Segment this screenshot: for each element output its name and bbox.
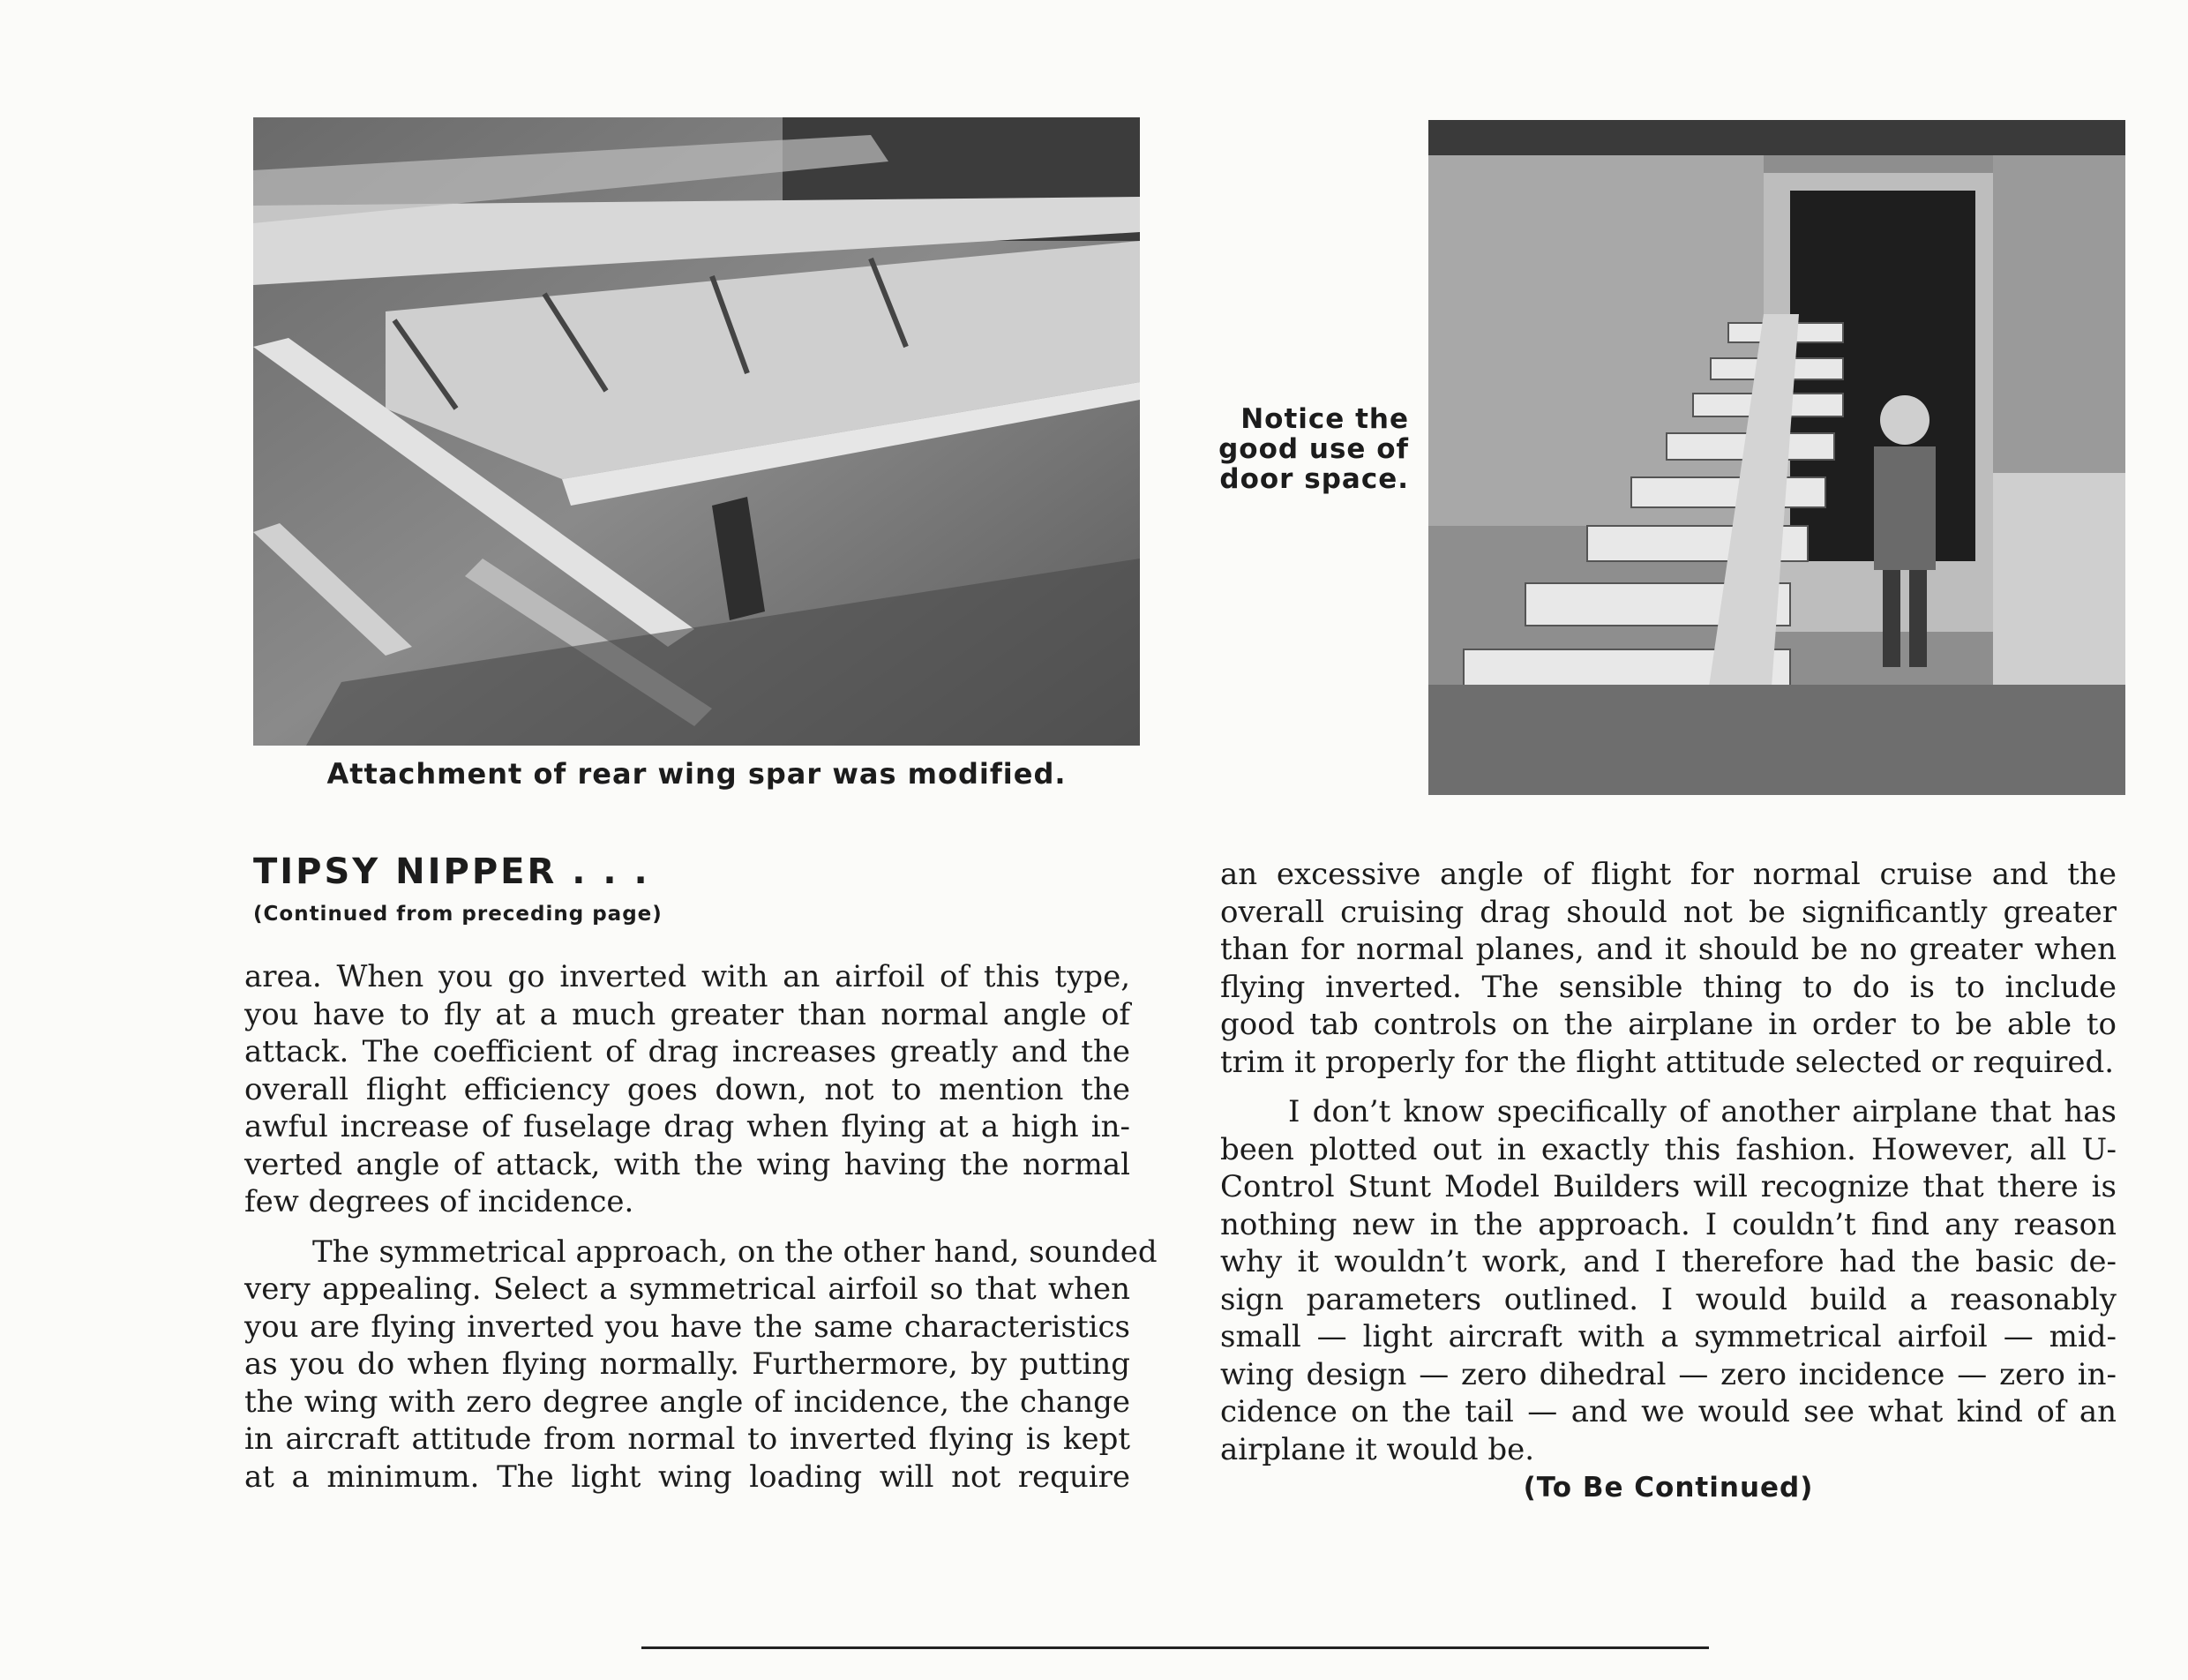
text-line: nothing new in the approach. I couldn’t find any reason [1220, 1206, 2117, 1242]
text-line: sign parameters outlined. I would build a reasonably [1220, 1281, 2117, 1317]
text-line: an excessive angle of flight for normal cruise and the [1220, 857, 2117, 892]
text-line: the wing with zero degree angle of incidence, the change [244, 1384, 1130, 1420]
text-line: I don’t know specifically of another airplane that has [1288, 1094, 2117, 1129]
article-headline: TIPSY NIPPER . . . [253, 851, 650, 892]
text-line: The symmetrical approach, on the other hand, sounded [312, 1234, 1158, 1270]
text-line: few degrees of incidence. [244, 1184, 634, 1219]
text-line: cidence on the tail — and we would see what kind of an [1220, 1394, 2117, 1429]
left-photo-caption: Attachment of rear wing spar was modified. [326, 757, 1067, 791]
right-photo-caption [1182, 404, 1409, 494]
text-line: attack. The coefficient of drag increases greatly and the [244, 1034, 1130, 1069]
right-text-column [1220, 856, 2117, 1468]
text-line: good tab controls on the airplane in order to be able to [1220, 1007, 2117, 1042]
left-text-column [244, 958, 1158, 1496]
right-caption-line: good use of [1218, 433, 1409, 465]
text-line: as you do when flying normally. Furthermore, by putting [244, 1346, 1130, 1382]
text-line: in aircraft attitude from normal to inverted flying is kept [244, 1421, 1130, 1457]
text-line: than for normal planes, and it should be no greater when [1220, 932, 2117, 967]
wing-spar-photo [253, 117, 1140, 746]
text-line: small — light aircraft with a symmetrical airfoil — mid- [1220, 1319, 2117, 1354]
text-line: flying inverted. The sensible thing to do is to include [1220, 969, 2117, 1005]
text-line: Control Stunt Model Builders will recognize that there is [1220, 1169, 2117, 1204]
text-line: overall flight efficiency goes down, not to mention the [244, 1071, 1130, 1107]
text-line: you are flying inverted you have the same characteristics [244, 1309, 1130, 1345]
text-line: overall cruising drag should not be significantly greater [1220, 894, 2117, 930]
bottom-divider [641, 1646, 1709, 1649]
text-line: you have to fly at a much greater than normal angle of [244, 996, 1130, 1032]
text-line: been plotted out in exactly this fashion. However, all U- [1220, 1131, 2117, 1167]
article-subhead: (Continued from preceding page) [253, 903, 663, 926]
text-line: area. When you go inverted with an airfoil of this type, [244, 959, 1130, 994]
text-line: trim it properly for the flight attitude selected or required. [1220, 1044, 2115, 1080]
text-line: airplane it would be. [1220, 1431, 1535, 1467]
right-caption-line: Notice the [1240, 403, 1409, 435]
right-caption-line: door space. [1219, 463, 1409, 495]
to-be-continued-note: (To Be Continued) [1523, 1472, 1814, 1504]
text-line: why it wouldn’t work, and I therefore had the basic de- [1220, 1244, 2117, 1279]
text-line: very appealing. Select a symmetrical airfoil so that when [244, 1271, 1130, 1307]
text-line: at a minimum. The light wing loading will not require [244, 1459, 1130, 1495]
text-line: verted angle of attack, with the wing having the normal [244, 1146, 1130, 1182]
text-line: wing design — zero dihedral — zero incidence — zero in- [1220, 1356, 2117, 1392]
text-line: awful increase of fuselage drag when flying at a high in- [244, 1109, 1130, 1144]
workshop-door-photo [1428, 120, 2125, 795]
